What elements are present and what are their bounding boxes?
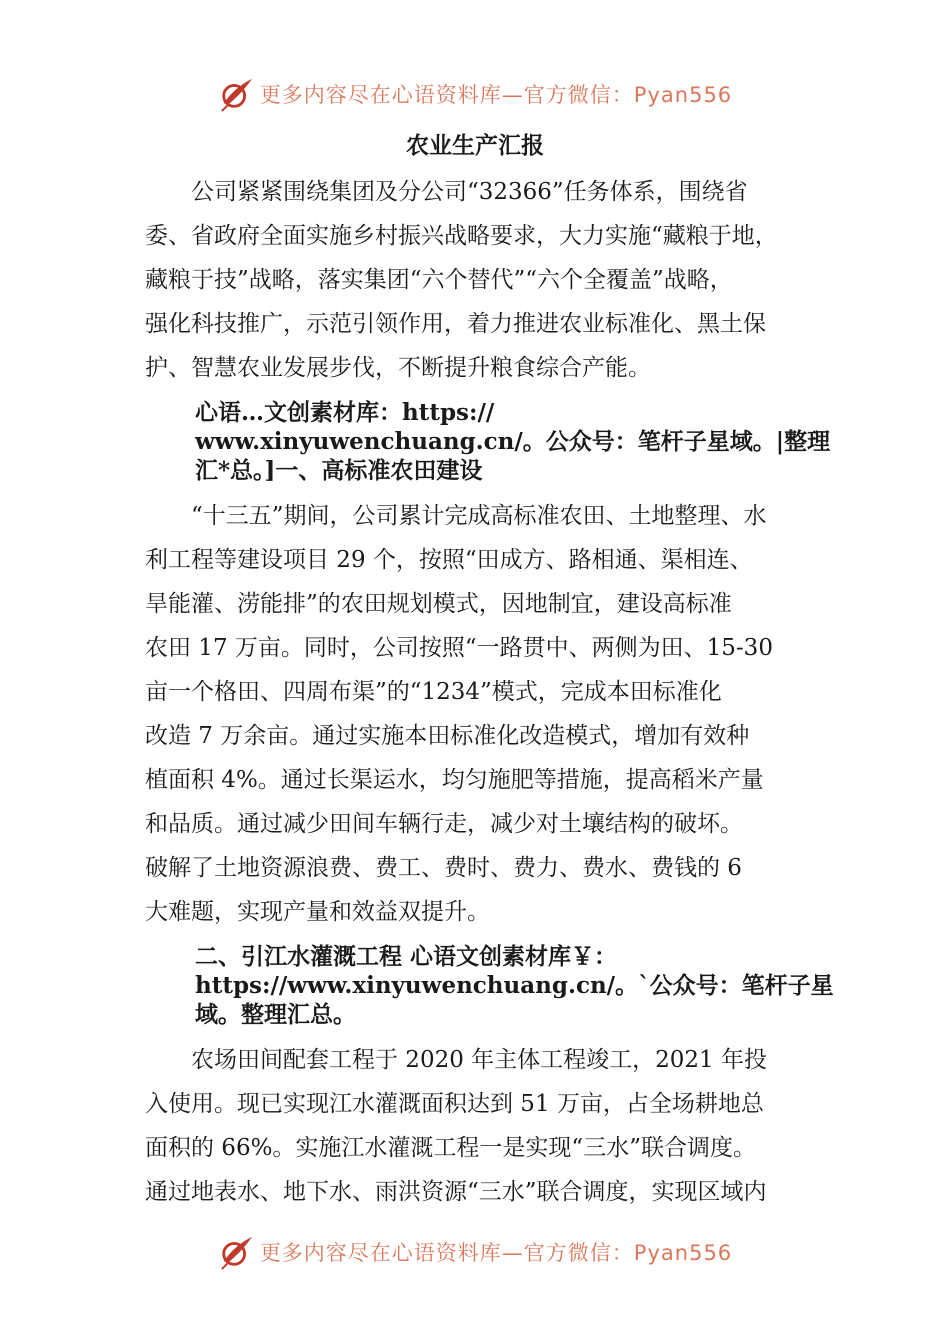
header-watermark-banner (0, 74, 950, 114)
feather-swirl-logo-icon (218, 75, 256, 113)
text-line: 委、省政府全面实施乡村振兴战略要求，大力实施“藏粮于地， (145, 223, 778, 249)
text-line: 入使用。现已实现江水灌溉面积达到 51 万亩，占全场耕地总 (145, 1091, 764, 1117)
text-line: 农场田间配套工程于 2020 年主体工程竣工，2021 年投 (191, 1047, 767, 1073)
footer-watermark-banner (0, 1232, 950, 1272)
text-line: 利工程等建设项目 29 个，按照“田成方、路相通、渠相连、 (145, 547, 753, 573)
text-line: “十三五”期间，公司累计完成高标准农田、土地整理、水 (191, 503, 767, 529)
feather-swirl-logo-icon (218, 1233, 256, 1271)
text-line: 和品质。通过减少田间车辆行走，减少对土壤结构的破坏。 (145, 811, 743, 837)
heading-line: www.xinyuwenchuang.cn/。公众号：笔杆子星域。|整理 (195, 428, 831, 455)
text-line: 护、智慧农业发展步伐，不断提升粮食综合产能。 (145, 355, 651, 381)
section-heading-2 (195, 942, 834, 1029)
text-line: 大难题，实现产量和效益双提升。 (145, 899, 490, 925)
text-line: 强化科技推广，示范引领作用，着力推进农业标准化、黑土保 (145, 311, 766, 337)
text-line: 面积的 66%。实施江水灌溉工程一是实现“三水”联合调度。 (145, 1135, 756, 1161)
text-line: 农田 17 万亩。同时，公司按照“一路贯中、两侧为田、15-30 (145, 635, 773, 661)
heading-line: 域。整理汇总。 (195, 1001, 356, 1028)
text-line: 藏粮于技”战略，落实集团“六个替代”“六个全覆盖”战略， (145, 267, 733, 293)
heading-line: 二、引江水灌溉工程 心语文创素材库￥： (195, 943, 618, 970)
text-line: 植面积 4%。通过长渠运水，均匀施肥等措施，提高稻米产量 (145, 767, 764, 793)
section-heading-1 (195, 398, 831, 485)
text-line: 亩一个格田、四周布渠”的“1234”模式，完成本田标准化 (145, 679, 722, 705)
text-line: 旱能灌、涝能排”的农田规划模式，因地制宜，建设高标准 (145, 591, 732, 617)
paragraph-farmland (145, 494, 815, 934)
text-line: 公司紧紧围绕集团及分公司“32366”任务体系，围绕省 (191, 179, 748, 205)
paragraph-intro (145, 170, 815, 390)
text-line: 通过地表水、地下水、雨洪资源“三水”联合调度，实现区域内 (145, 1179, 767, 1205)
heading-line: https://www.xinyuwenchuang.cn/。`公众号：笔杆子星 (195, 972, 834, 999)
text-line: 破解了土地资源浪费、费工、费时、费力、费水、费钱的 6 (145, 855, 742, 881)
text-line: 改造 7 万余亩。通过实施本田标准化改造模式，增加有效种 (145, 723, 750, 749)
banner-text: 更多内容尽在心语资料库—官方微信：Pyan556 (259, 83, 733, 107)
banner-text: 更多内容尽在心语资料库—官方微信：Pyan556 (259, 1241, 733, 1265)
heading-line: 心语…文创素材库：https:// (195, 399, 495, 426)
document-title: 农业生产汇报 (406, 132, 544, 159)
paragraph-irrigation (145, 1038, 815, 1214)
heading-line: 汇*总。]一、高标准农田建设 (195, 457, 483, 484)
